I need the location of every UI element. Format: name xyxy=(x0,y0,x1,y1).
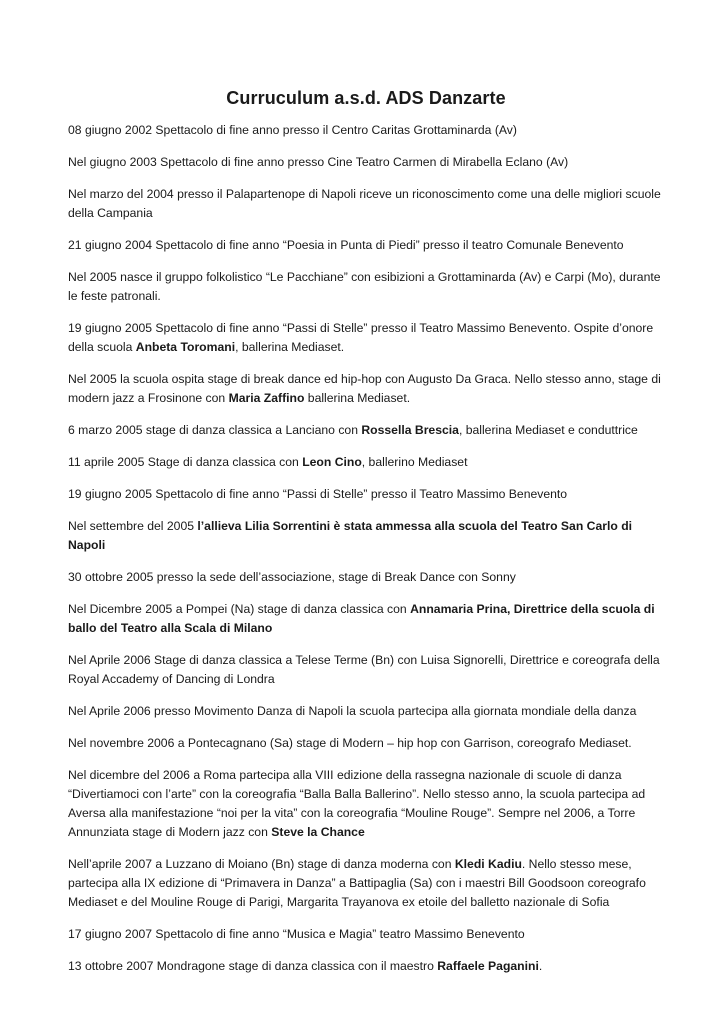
entry-bold-text: Annamaria Prina, Direttrice della scuola di ballo del Teatro alla Scala di Milano xyxy=(68,602,655,635)
entry-text: Nel 2005 la scuola ospita stage di break dance ed hip-hop con Augusto Da Graca. Nello stesso anno, stage di modern jazz a Frosinone con xyxy=(68,372,661,405)
entry-paragraph xyxy=(68,855,664,912)
entry-paragraph xyxy=(68,268,664,306)
entry-text: Nel Dicembre 2005 a Pompei (Na) stage di danza classica con xyxy=(68,602,411,616)
entry-text: 17 giugno 2007 Spettacolo di fine anno “Musica e Magia” teatro Massimo Benevento xyxy=(68,927,525,941)
entry-text: . xyxy=(538,959,543,973)
entry-bold-text: Maria Zaffino xyxy=(228,391,305,405)
entry-bold-text: Steve la Chance xyxy=(271,825,365,839)
entry-text: , ballerina Mediaset e conduttrice xyxy=(458,423,638,437)
entry-bold-text: Kledi Kadiu xyxy=(454,857,522,871)
entry-bold-text: Anbeta Toromani xyxy=(135,340,236,354)
entry-text: 11 aprile 2005 Stage di danza classica con xyxy=(68,455,303,469)
entry-paragraph xyxy=(68,600,664,638)
entry-text: Nell’aprile 2007 a Luzzano di Moiano (Bn) stage di danza moderna con xyxy=(68,857,455,871)
entry-text: 21 giugno 2004 Spettacolo di fine anno “Poesia in Punta di Piedi” presso il teatro Comunale Benevento xyxy=(68,238,624,252)
entry-paragraph xyxy=(68,185,664,223)
entry-bold-text: Leon Cino xyxy=(302,455,362,469)
entry-text: 08 giugno 2002 Spettacolo di fine anno presso il Centro Caritas Grottaminarda (Av) xyxy=(68,123,517,137)
entry-text: , ballerina Mediaset. xyxy=(235,340,345,354)
entry-text: Nel dicembre del 2006 a Roma partecipa alla VIII edizione della rassegna nazionale di scuole di danza “Divertiamoci con l’arte” con la coreografia “Balla Balla Ballerino”. Nello stesso anno, la scuola partecipa ad Aversa alla manifestazione “noi per la vita” con la coreografia “Mouline Rouge”. Sempre nel 2006, a Torre Annunziata stage di Modern jazz con xyxy=(68,768,646,839)
entry-paragraph xyxy=(68,957,664,976)
entry-bold-text: l’allieva Lilia Sorrentini è stata ammessa alla scuola del Teatro San Carlo di Napoli xyxy=(68,519,633,552)
entry-text: Nel Aprile 2006 presso Movimento Danza di Napoli la scuola partecipa alla giornata mondiale della danza xyxy=(68,704,637,718)
entry-paragraph xyxy=(68,702,664,721)
entry-text: ballerina Mediaset. xyxy=(304,391,411,405)
entry-text: 13 ottobre 2007 Mondragone stage di danza classica con il maestro xyxy=(68,959,438,973)
entry-text: 6 marzo 2005 stage di danza classica a Lanciano con xyxy=(68,423,362,437)
entry-paragraph xyxy=(68,153,664,172)
entry-paragraph xyxy=(68,734,664,753)
entry-text: Nel giugno 2003 Spettacolo di fine anno presso Cine Teatro Carmen di Mirabella Eclano (Av) xyxy=(68,155,569,169)
entry-text: Nel 2005 nasce il gruppo folkolistico “Le Pacchiane” con esibizioni a Grottaminarda (Av) e Carpi (Mo), durante le feste patronali. xyxy=(68,270,661,303)
entry-text: Nel novembre 2006 a Pontecagnano (Sa) stage di Modern – hip hop con Garrison, coreografo Mediaset. xyxy=(68,736,632,750)
entry-paragraph xyxy=(68,236,664,255)
entry-text: 19 giugno 2005 Spettacolo di fine anno “Passi di Stelle” presso il Teatro Massimo Benevento xyxy=(68,487,568,501)
entry-paragraph xyxy=(68,517,664,555)
entry-text: Nel marzo del 2004 presso il Palapartenope di Napoli riceve un riconoscimento come una delle migliori scuole della Campania xyxy=(68,187,661,220)
entry-bold-text: Rossella Brescia xyxy=(361,423,459,437)
entry-text: , ballerino Mediaset xyxy=(361,455,468,469)
entry-paragraph xyxy=(68,370,664,408)
entry-paragraph xyxy=(68,485,664,504)
document-title: Curruculum a.s.d. ADS Danzarte xyxy=(226,88,506,108)
entry-paragraph xyxy=(68,568,664,587)
entry-bold-text: Raffaele Paganini xyxy=(437,959,539,973)
entries-list xyxy=(68,121,664,976)
entry-text: Nel Aprile 2006 Stage di danza classica a Telese Terme (Bn) con Luisa Signorelli, Direttrice e coreografa della Royal Accademy of Dancing di Londra xyxy=(68,653,660,686)
entry-text: 30 ottobre 2005 presso la sede dell’associazione, stage di Break Dance con Sonny xyxy=(68,570,516,584)
entry-paragraph xyxy=(68,421,664,440)
entry-text: Nel settembre del 2005 xyxy=(68,519,198,533)
entry-paragraph xyxy=(68,766,664,842)
entry-paragraph xyxy=(68,453,664,472)
entry-paragraph xyxy=(68,651,664,689)
entry-text: 19 giugno 2005 Spettacolo di fine anno “Passi di Stelle” presso il Teatro Massimo Benevento. Ospite d’onore della scuola xyxy=(68,321,654,354)
entry-paragraph xyxy=(68,319,664,357)
entry-text: . Nello stesso mese, partecipa alla IX edizione di “Primavera in Danza” a Battipaglia (Sa) con i maestri Bill Goodsoon coreografo Mediaset e del Mouline Rouge di Parigi, Margarita Trayanova ex etoile del balletto nazionale di Sofia xyxy=(68,857,646,909)
entry-paragraph xyxy=(68,925,664,944)
entry-paragraph xyxy=(68,121,664,140)
